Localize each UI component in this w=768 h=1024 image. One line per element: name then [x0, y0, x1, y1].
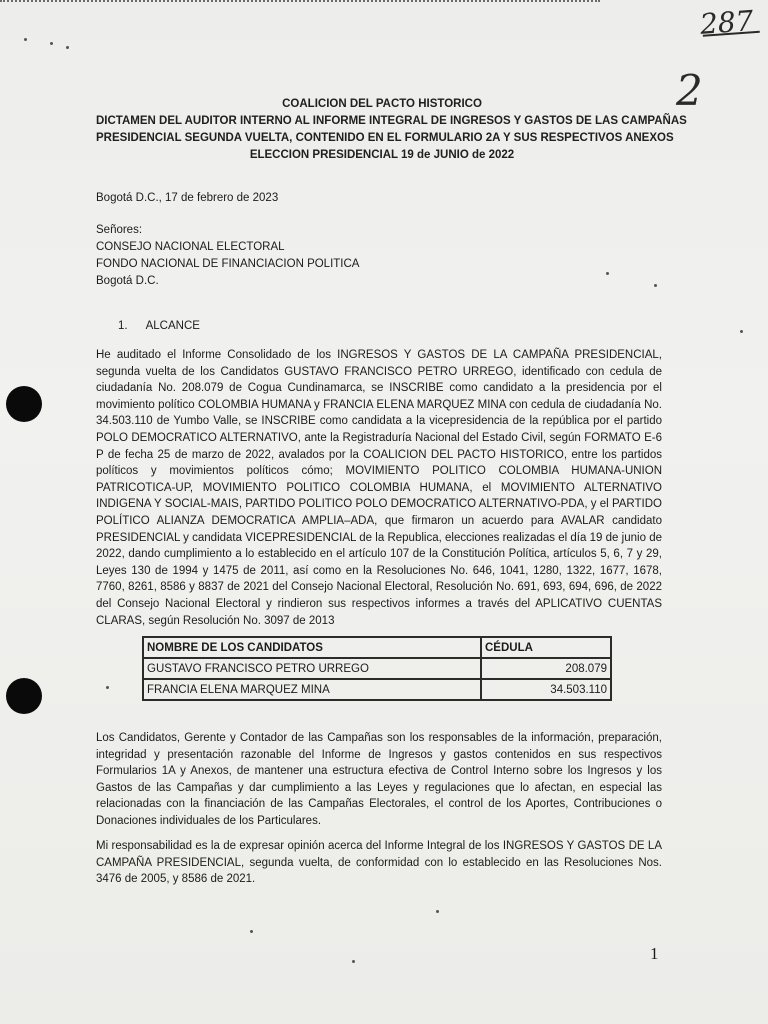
scan-edge-line	[0, 0, 600, 8]
candidate-name-cell: GUSTAVO FRANCISCO PETRO URREGO	[143, 658, 481, 679]
punch-hole	[6, 678, 42, 714]
table-header-row	[143, 637, 611, 658]
section-number: 1.	[118, 320, 128, 332]
scan-speck	[654, 284, 657, 287]
scan-speck	[106, 686, 109, 689]
scan-speck	[250, 930, 253, 933]
column-header-id: CÉDULA	[481, 637, 611, 658]
addressee-block	[96, 222, 359, 290]
handwritten-folio-number: 287	[698, 4, 755, 41]
candidate-name-cell: FRANCIA ELENA MARQUEZ MINA	[143, 679, 481, 700]
date-line: Bogotá D.C., 17 de febrero de 2023	[96, 192, 279, 204]
scan-speck	[50, 42, 53, 45]
candidate-id-cell: 34.503.110	[481, 679, 611, 700]
header-election-date: ELECCION PRESIDENCIAL 19 de JUNIO de 2022	[249, 149, 515, 161]
addressee-city: Bogotá D.C.	[96, 275, 159, 287]
column-header-name: NOMBRE DE LOS CANDIDATOS	[143, 637, 481, 658]
table-row	[143, 658, 611, 679]
responsibility-paragraph: Los Candidatos, Gerente y Contador de las Campañas son los responsables de la información, preparación, integridad y presentación razonable del Informe de Ingresos y gastos contenidos en sus respectivos Formularios 1A y Anexos, de mantener una estructura efectiva de Control Interno sobre los Ingresos y los Gastos de las Campañas y dar cumplimiento a las Leyes y regulaciones que lo afectan, en especial las relacionadas con la financiación de las Campañas Electorales, el control de los Aportes, Contribuciones o Donaciones individuales de los Particulares.	[96, 732, 662, 827]
addressee-line: FONDO NACIONAL DE FINANCIACION POLITICA	[96, 258, 360, 270]
header-title-line: DICTAMEN DEL AUDITOR INTERNO AL INFORME INTEGRAL DE INGRESOS Y GASTOS DE LAS CAMPAÑAS	[96, 115, 687, 127]
table-row	[143, 679, 611, 700]
scan-speck	[352, 960, 355, 963]
scan-speck	[436, 910, 439, 913]
candidate-id-cell: 208.079	[481, 658, 611, 679]
candidates-table	[142, 636, 612, 701]
section-heading	[118, 318, 200, 334]
scope-paragraph: He auditado el Informe Consolidado de los INGRESOS Y GASTOS DE LA CAMPAÑA PRESIDENCIAL, segunda vuelta de los Candidatos GUSTAVO FRANCISCO PETRO URREGO, identificado con cedula de ciudadanía No. 208.079 de Cogua Cundinamarca, se INSCRIBE como candidato a la presidencia por el movimiento político COLOMBIA HUMANA y FRANCIA ELENA MARQUEZ MINA con cedula de ciudadanía No. 34.503.110 de Yumbo Valle, se INSCRIBE como candidata a la vicepresidencia de la república por el partido POLO DEMOCRATICO ALTERNATIVO, ante la Registraduría Nacional del Estado Civil, según FORMATO E-6 P de fecha 25 de marzo de 2022, avalados por la COALICION DEL PACTO HISTORICO, entre los partidos políticos y movimientos políticos cómo; MOVIMIENTO POLITICO COLOMBIA HUMANA-UNION PATRICOTICA-UP, MOVIMIENTO POLITICO COLOMBIA HUMANA, el MOVIMIENTO ALTERNATIVO INDIGENA Y SOCIAL-MAIS, PARTIDO POLITICO POLO DEMOCRATICO ALTERNATIVO-PDA, y el PARTIDO POLÍTICO ALIANZA DEMOCRATICA AMPLIA–ADA, que firmaron un acuerdo para AVALAR candidato PRESIDENCIAL y candidata VICEPRESIDENCIAL de la Republica, elecciones realizadas el día 19 de junio de 2022, dando cumplimiento a lo establecido en el artículo 107 de la Constitución Política, artículos 5, 6, 7 y 29, Leyes 130 de 1994 y 1475 de 2011, así como en la Resoluciones No. 646, 1041, 1280, 1322, 1677, 1678, 7760, 8261, 8586 y 8837 de 2021 del Consejo Nacional Electoral, Resolución No. 691, 693, 694, 696, de 2022 del Consejo Nacional Electoral y rindieron sus respectivos informes a través del APLICATIVO CUENTAS CLARAS, según Resolución No. 3097 de 2013	[96, 349, 662, 627]
scan-speck	[606, 272, 609, 275]
scan-speck	[66, 46, 69, 49]
addressee-line: CONSEJO NACIONAL ELECTORAL	[96, 241, 285, 253]
header-title-line: PRESIDENCIAL SEGUNDA VUELTA, CONTENIDO EN EL FORMULARIO 2A Y SUS RESPECTIVOS ANEXOS	[96, 132, 674, 144]
punch-hole	[6, 386, 42, 422]
document-header	[96, 96, 687, 164]
auditor-responsibility-paragraph: Mi responsabilidad es la de expresar opinión acerca del Informe Integral de los INGRESOS Y GASTOS DE LA CAMPAÑA PRESIDENCIAL, segunda vuelta, de conformidad con lo establecido en las Resoluciones Nos. 3476 de 2005, y 8586 de 2021.	[96, 840, 662, 886]
scan-speck	[24, 38, 27, 41]
page-number: 1	[650, 944, 659, 963]
header-coalition: COALICION DEL PACTO HISTORICO	[282, 98, 482, 110]
section-title: ALCANCE	[145, 320, 200, 332]
salutation: Señores:	[96, 224, 143, 236]
handwritten-page-mark: 2	[676, 66, 703, 115]
scan-speck	[740, 330, 743, 333]
